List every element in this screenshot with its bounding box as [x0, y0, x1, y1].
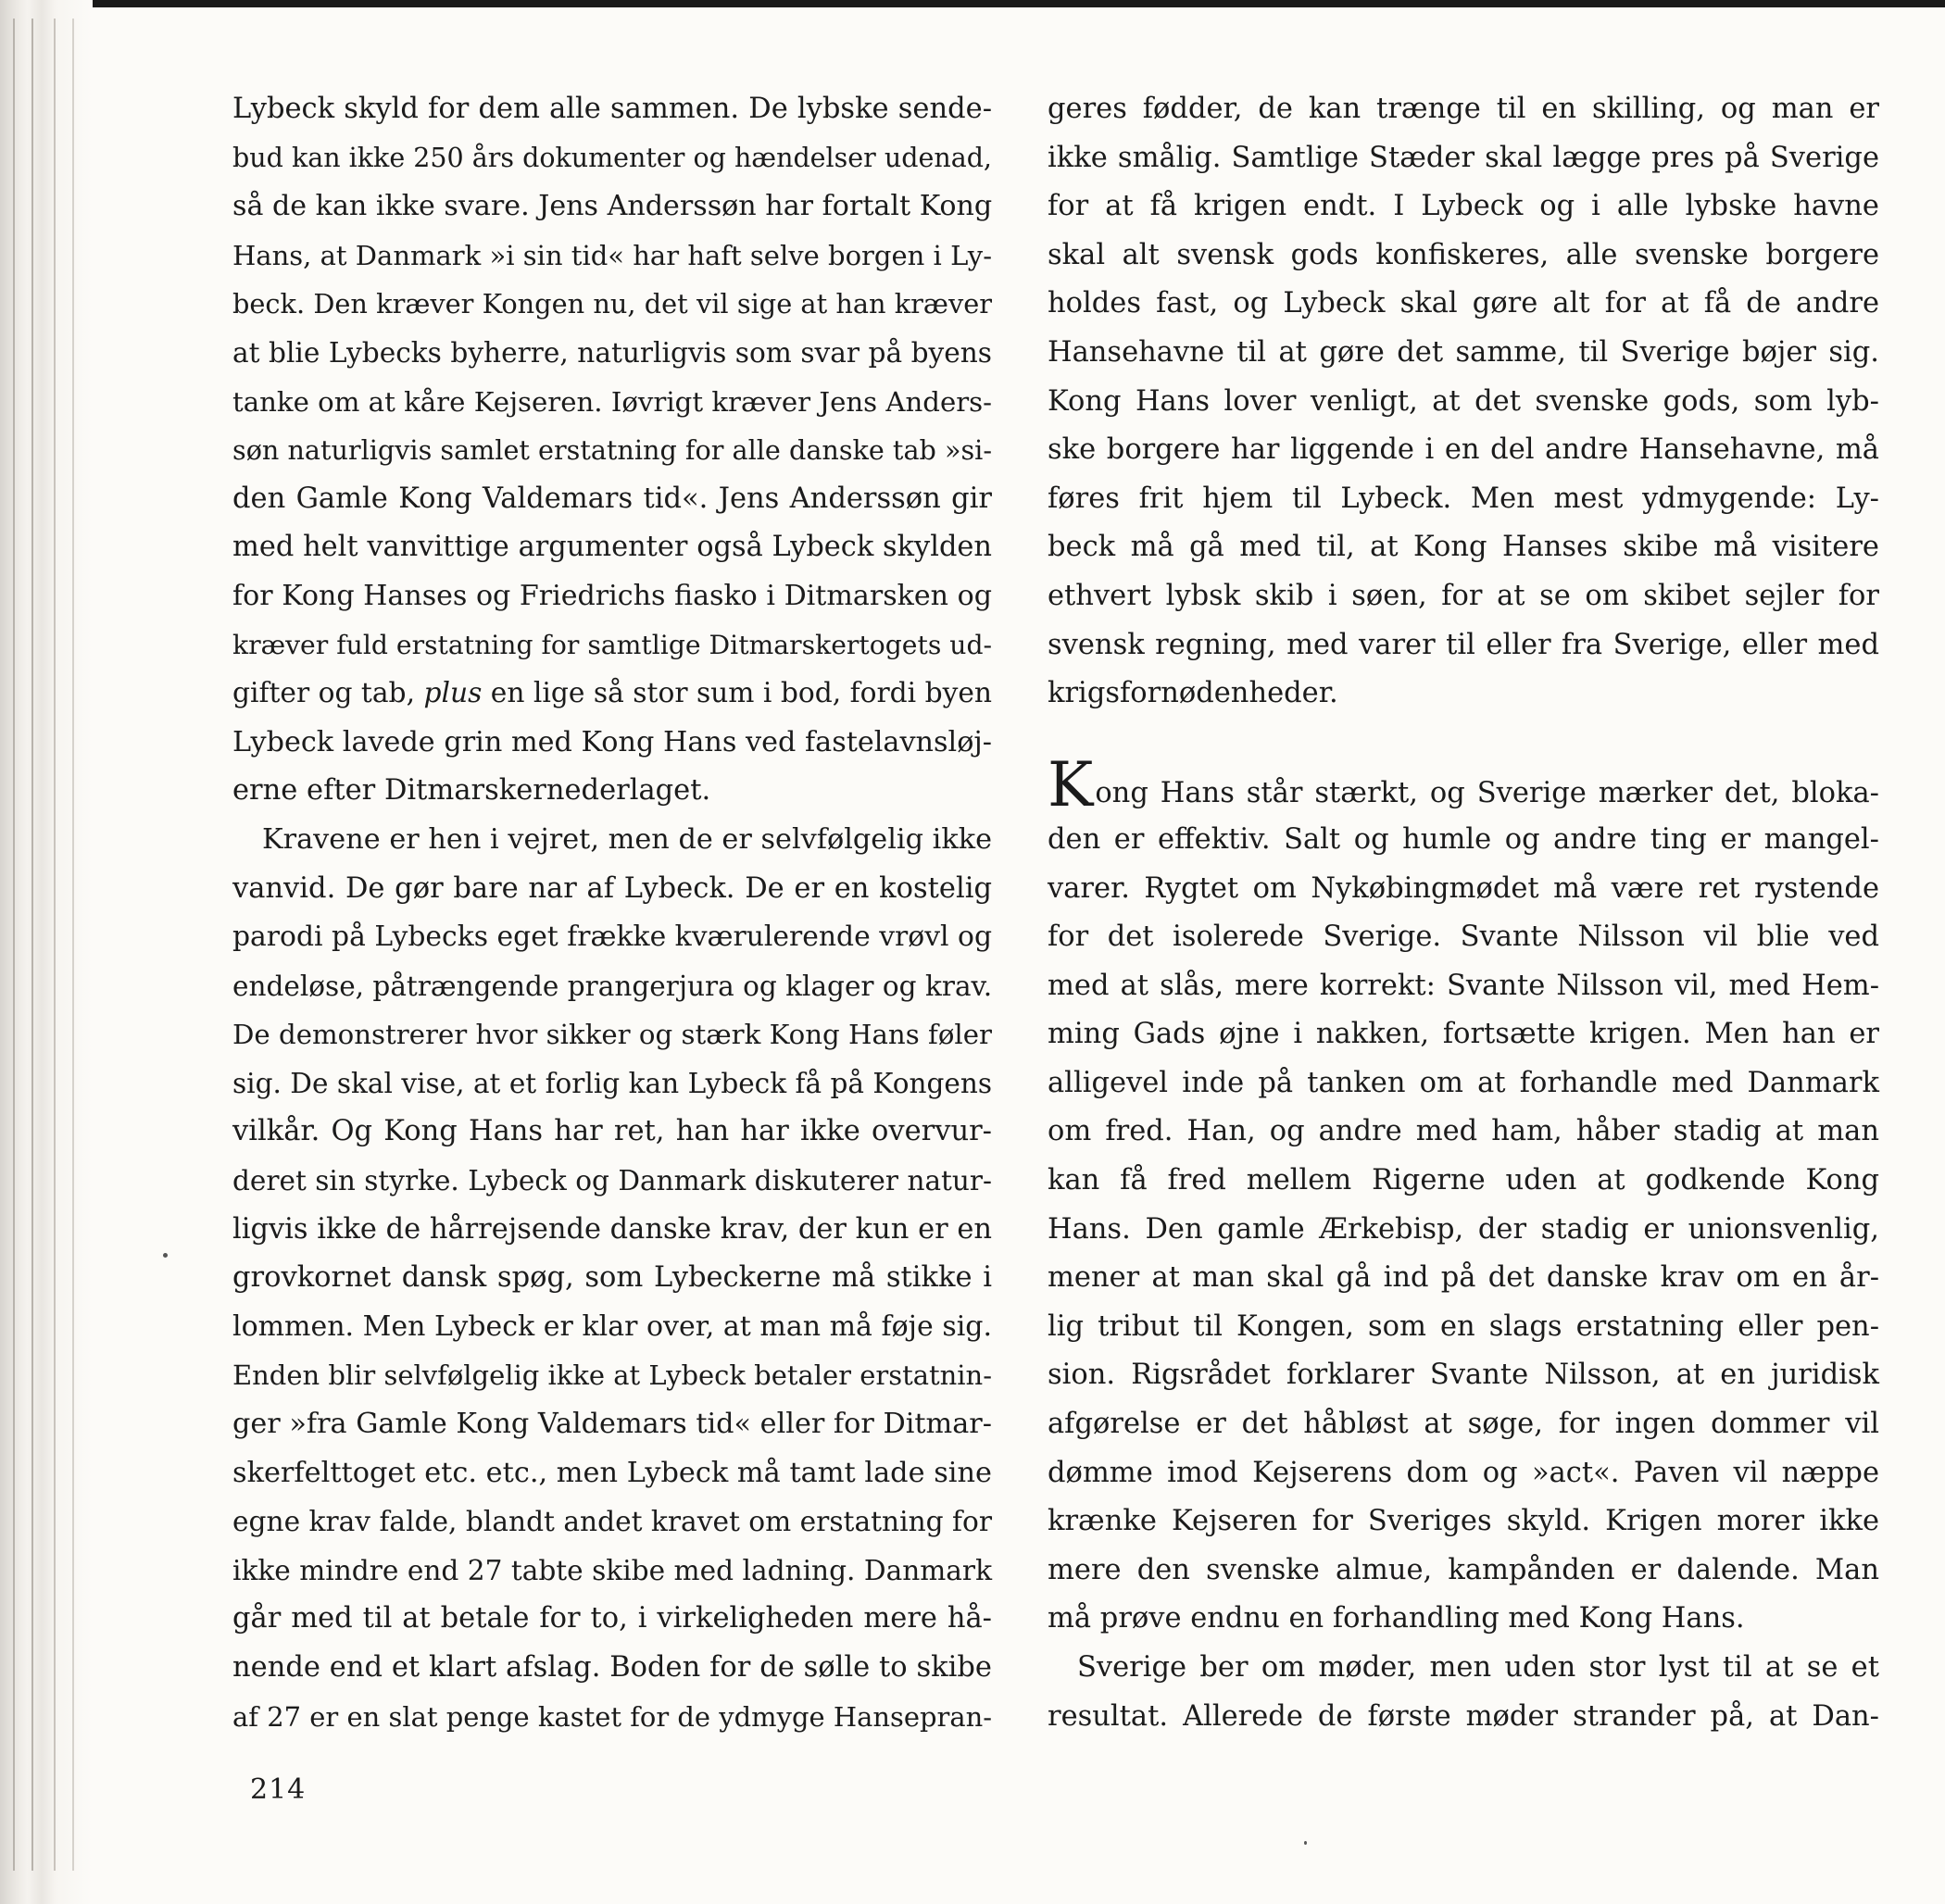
- text-line: ethvert lybsk skib i søen, for at se om skibet sejler for: [1048, 579, 1879, 612]
- text-line: grovkornet dansk spøg, som Lybeckerne må stikke i: [232, 1261, 992, 1295]
- text-line: af 27 er en slat penge kastet for de ydmyge Hansepran-: [232, 1700, 992, 1733]
- text-line: afgørelse er det håbløst at søge, for ingen dommer vil: [1048, 1408, 1879, 1441]
- text-line: for det isolerede Sverige. Svante Nilsson vil blie ved: [1048, 921, 1879, 954]
- right-text-column: [1048, 85, 1879, 1741]
- text-line: for at få krigen endt. I Lybeck og i alle lybske havne: [1048, 190, 1879, 223]
- text-line: parodi på Lybecks eget frække kværulerende vrøvl og: [232, 921, 992, 954]
- text-line: beck. Den kræver Kongen nu, det vil sige at han kræver: [232, 288, 992, 320]
- text-line: den Gamle Kong Valdemars tid«. Jens Anderssøn gir: [232, 482, 992, 515]
- text-line: mere den svenske almue, kampånden er dalende. Man: [1048, 1553, 1879, 1586]
- text-line: vanvid. De gør bare nar af Lybeck. De er en kostelig: [232, 871, 992, 905]
- initial-letter: K: [1048, 749, 1094, 821]
- text-line: Lybeck lavede grin med Kong Hans ved fastelavnsløj-: [232, 725, 992, 758]
- text-line: ske borgere har liggende i en del andre Hansehavne, må: [1048, 433, 1879, 467]
- text-line: dømme imod Kejserens dom og »act«. Paven vil næppe: [1048, 1456, 1879, 1489]
- text-line: egne krav falde, blandt andet kravet om erstatning for: [232, 1505, 992, 1538]
- text-line: mener at man skal gå ind på det danske krav om en år-: [1048, 1261, 1879, 1295]
- text-line: geres fødder, de kan trænge til en skilling, og man er: [1048, 93, 1879, 125]
- text-line: skerfelttoget etc. etc., men Lybeck må tamt lade sine: [232, 1456, 992, 1489]
- text-line: alligevel inde på tanken om at forhandle med Danmark: [1048, 1066, 1879, 1099]
- text-line: erne efter Ditmarskernederlaget.: [232, 774, 711, 808]
- page-number: 214: [250, 1773, 307, 1806]
- text-line: De demonstrerer hvor sikker og stærk Kong Hans føler: [232, 1019, 992, 1051]
- text-line: varer. Rygtet om Nykøbingmødet må være ret rystende: [1048, 871, 1879, 905]
- text-line: deret sin styrke. Lybeck og Danmark diskuterer natur-: [232, 1165, 992, 1197]
- text-line: krænke Kejseren for Sveriges skyld. Krigen morer ikke: [1048, 1505, 1879, 1538]
- text-line: ming Gads øjne i nakken, fortsætte krigen. Men han er: [1048, 1018, 1879, 1051]
- text-line-with-italic: [232, 670, 992, 719]
- text-line: Hans, at Danmark »i sin tid« har haft selve borgen i Ly-: [232, 239, 992, 271]
- scan-top-edge: [0, 0, 1945, 7]
- text-line: bud kan ikke 250 års dokumenter og hændelser udenad,: [232, 142, 992, 173]
- text-line: Enden blir selvfølgelig ikke at Lybeck betaler erstatnin-: [232, 1359, 992, 1392]
- text-line: beck må gå med til, at Kong Hanses skibe må visitere: [1048, 531, 1879, 564]
- book-gutter: [0, 0, 93, 1904]
- paragraph-first-line: Sverige ber om møder, men uden stor lyst til at se et: [1077, 1651, 1879, 1684]
- text-line: Hans. Den gamle Ærkebisp, der stadig er unionsvenlig,: [1048, 1212, 1879, 1246]
- text-line: at blie Lybecks byherre, naturligvis som svar på byens: [232, 336, 992, 369]
- text-line: resultat. Allerede de første møder strander på, at Dan-: [1048, 1699, 1879, 1733]
- text-line: den er effektiv. Salt og humle og andre ting er mangel-: [1048, 822, 1879, 856]
- page-edge-line: [31, 19, 33, 1871]
- text-line: ger »fra Gamle Kong Valdemars tid« eller for Ditmar-: [232, 1408, 992, 1441]
- section-break: [1048, 719, 1879, 768]
- text-line: ikke smålig. Samtlige Stæder skal lægge pres på Sverige: [1048, 141, 1879, 174]
- text-line: lommen. Men Lybeck er klar over, at man må føje sig.: [232, 1309, 992, 1343]
- text-line: føres frit hjem til Lybeck. Men mest ydmygende: Ly-: [1048, 482, 1879, 515]
- text-line: kræver fuld erstatning for samtlige Ditmarskertogets ud-: [232, 629, 993, 660]
- page-edge-line: [13, 19, 15, 1871]
- text-line: med helt vanvittige argumenter også Lybeck skylden: [232, 531, 992, 564]
- text-line: skal alt svensk gods konfiskeres, alle svenske borgere: [1048, 238, 1879, 271]
- text-line: vilkår. Og Kong Hans har ret, han har ikke overvur-: [232, 1115, 992, 1148]
- text-line: Hansehavne til at gøre det samme, til Sverige bøjer sig.: [1048, 335, 1879, 369]
- text-fragment: gifter og tab,: [232, 677, 416, 710]
- text-line: for Kong Hanses og Friedrichs fiasko i Ditmarsken og: [232, 579, 992, 612]
- text-line: ligvis ikke de hårrejsende danske krav, der kun er en: [232, 1212, 992, 1246]
- text-fragment: ong Hans står stærkt, og Sverige mærker det, bloka-: [1095, 777, 1879, 810]
- text-line: må prøve endnu en forhandling med Kong Hans.: [1048, 1602, 1745, 1635]
- text-line: kan få fred mellem Rigerne uden at godkende Kong: [1048, 1164, 1879, 1197]
- text-line: sig. De skal vise, at et forlig kan Lybeck få på Kongens: [232, 1067, 992, 1099]
- text-line: ikke mindre end 27 tabte skibe med ladning. Danmark: [232, 1554, 992, 1586]
- text-line: krigsfornødenheder.: [1048, 677, 1338, 710]
- text-line: Lybeck skyld for dem alle sammen. De lybske sende-: [232, 93, 992, 125]
- text-line: nende end et klart afslag. Boden for de sølle to skibe: [232, 1651, 992, 1684]
- text-line: lig tribut til Kongen, som en slags erstatning eller pen-: [1048, 1309, 1879, 1343]
- left-text-column: [232, 85, 992, 1741]
- text-line: med at slås, mere korrekt: Svante Nilsson vil, med Hem-: [1048, 969, 1879, 1002]
- text-line: om fred. Han, og andre med ham, håber stadig at man: [1048, 1115, 1879, 1148]
- page-edge-line: [72, 19, 74, 1871]
- text-line: tanke om at kåre Kejseren. Iøvrigt kræver Jens Anders-: [232, 385, 992, 418]
- italic-word: plus: [423, 677, 483, 710]
- text-line: Kong Hans lover venligt, at det svenske gods, som lyb-: [1048, 384, 1879, 418]
- section-first-line: [1048, 749, 1879, 821]
- text-line: så de kan ikke svare. Jens Anderssøn har fortalt Kong: [232, 190, 993, 223]
- text-line: holdes fast, og Lybeck skal gøre alt for at få de andre: [1048, 287, 1879, 320]
- text-line: sion. Rigsrådet forklarer Svante Nilsson, at en juridisk: [1048, 1359, 1879, 1392]
- text-fragment: en lige så stor sum i bod, fordi byen: [490, 677, 993, 710]
- text-line: endeløse, påtrængende prangerjura og klager og krav.: [232, 970, 993, 1002]
- print-speck: [163, 1253, 168, 1258]
- print-speck: [1304, 1841, 1307, 1845]
- page-edge-line: [54, 19, 56, 1871]
- text-line: svensk regning, med varer til eller fra Sverige, eller med: [1048, 628, 1879, 661]
- text-line: går med til at betale for to, i virkeligheden mere hå-: [232, 1602, 992, 1635]
- text-line: søn naturligvis samlet erstatning for alle danske tab »si-: [232, 434, 992, 467]
- paragraph-first-line: Kravene er hen i vejret, men de er selvfølgelig ikke: [262, 822, 992, 856]
